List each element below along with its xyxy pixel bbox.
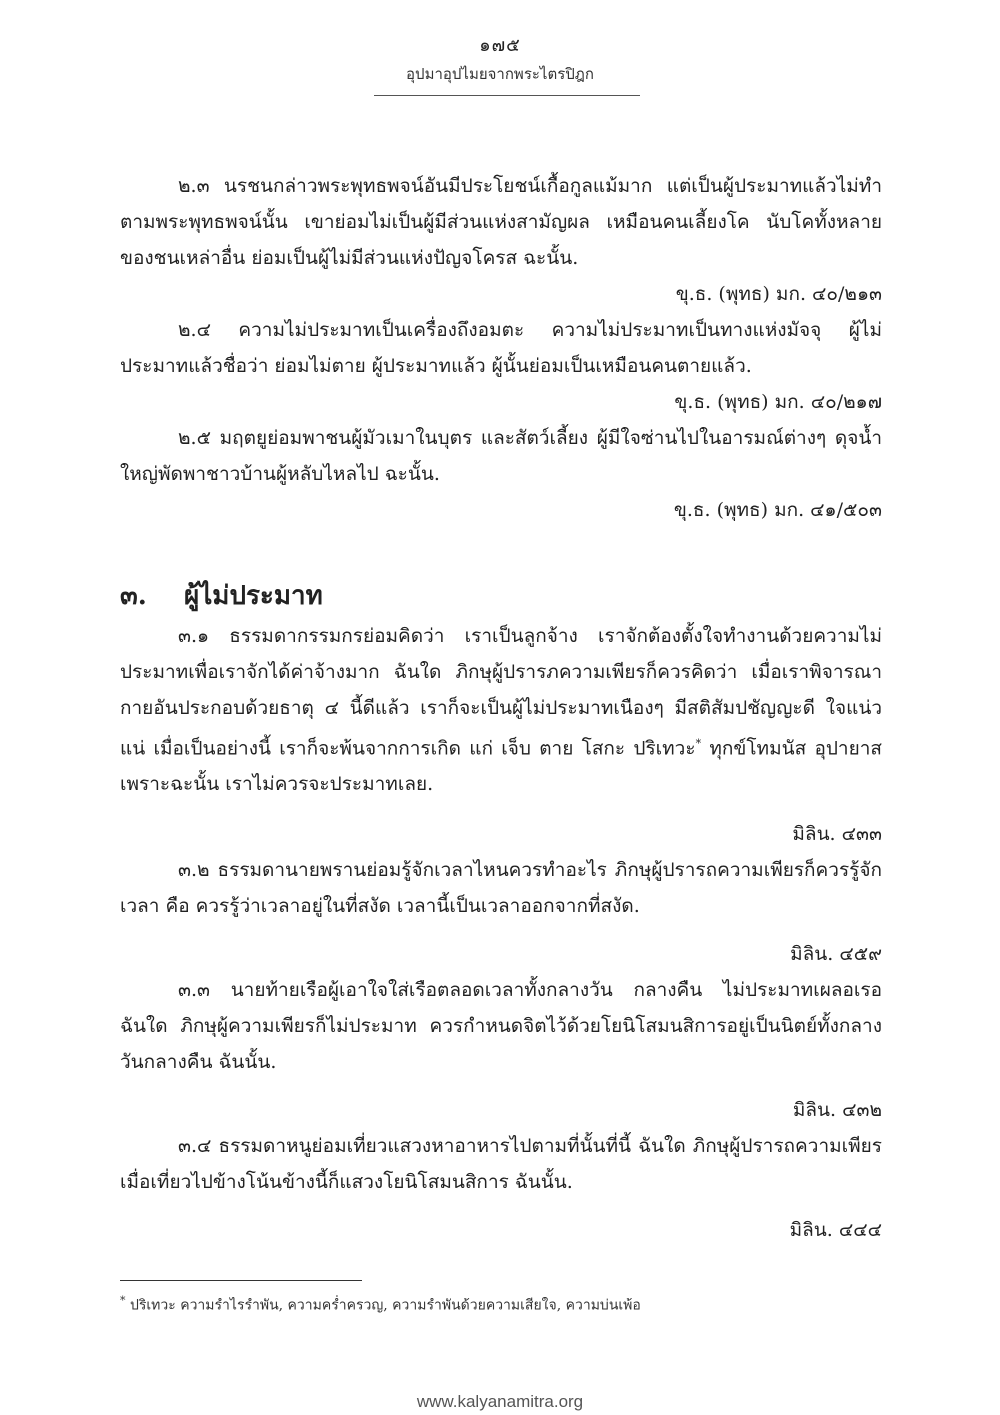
section-heading (120, 574, 882, 618)
paragraph-3-2: ๓.๒ ธรรมดานายพรานย่อมรู้จักเวลาไหนควรทำอะไร ภิกษุผู้ปรารถความเพียรก็ควรรู้จักเวลา คือ ควรรู้ว่าเวลาอยู่ในที่สงัด เวลานี้เป็นเวลาออกจากที่สงัด. (120, 859, 882, 918)
reference-3-4: มิลิน. ๔๔๔ (789, 1219, 882, 1242)
footer-url[interactable]: www.kalyanamitra.org (416, 1392, 584, 1411)
section-title: ผู้ไม่ประมาท (184, 581, 323, 611)
page-number: ๑๗๕ (479, 35, 521, 56)
paragraph-2-3: ๒.๓ นรชนกล่าวพระพุทธพจน์อันมีประโยชน์เกื้อกูลแม้มาก แต่เป็นผู้ประมาทแล้วไม่ทำตามพระพุทธพจน์นั้น เขาย่อมไม่เป็นผู้มีส่วนแห่งสามัญผล เหมือนคนเลี้ยงโค นับโคทั้งหลายของชนเหล่าอื่น ย่อมเป็นผู้ไม่มีส่วนแห่งปัญจโครส ฉะนั้น. (120, 175, 882, 269)
reference-2-5: ขุ.ธ. (พุทธ) มก. ๔๑/๕๐๓ (673, 499, 882, 521)
footnote-mark: * (120, 1294, 126, 1307)
reference-3-2: มิลิน. ๔๕๙ (790, 943, 882, 966)
reference-3-3: มิลิน. ๔๓๒ (792, 1099, 882, 1122)
paragraph-3-3: ๓.๓ นายท้ายเรือผู้เอาใจใส่เรือตลอดเวลาทั้งกลางวัน กลางคืน ไม่ประมาทเผลอเรอ ฉันใด ภิกษุผู้ความเพียรก็ไม่ประมาท ควรกำหนดจิตไว้ด้วยโยนิโสมนสิการอยู่เป็นนิตย์ทั้งกลางวันกลางคืน ฉันนั้น. (120, 979, 882, 1074)
footnote-text: ปริเทวะ ความรำไรรำพัน, ความคร่ำครวญ, ความรำพันด้วยความเสียใจ, ความบ่นเพ้อ (125, 1297, 641, 1314)
paragraph-2-5: ๒.๕ มฤตยูย่อมพาชนผู้มัวเมาในบุตร และสัตว์เลี้ยง ผู้มีใจซ่านไปในอารมณ์ต่างๆ ดุจน้ำใหญ่พัดพาชาวบ้านผู้หลับไหลไป ฉะนั้น. (120, 427, 882, 485)
reference-2-4: ขุ.ธ. (พุทธ) มก. ๔๐/๒๑๗ (674, 391, 882, 413)
footnote-divider (120, 1280, 362, 1281)
section-number: ๓. (120, 581, 147, 611)
page-subtitle: อุปมาอุปไมยจากพระไตรปิฎก (406, 65, 594, 83)
footnote-marker[interactable]: * (695, 737, 702, 750)
footnote (120, 1294, 882, 1317)
main-content (120, 168, 882, 1248)
reference-3-1: มิลิน. ๔๓๓ (792, 823, 882, 846)
paragraph-3-1-text-a: ๓.๑ ธรรมดากรรมกรย่อมคิดว่า เราเป็นลูกจ้าง เราจักต้องตั้งใจทำงานด้วยความไม่ประมาทเพื่อเราจักได้ค่าจ้างมาก ฉันใด ภิกษุผู้ปรารภความเพียรก็ควรคิดว่า เมื่อเราพิจารณากายอันประกอบด้วยธาตุ ๔ นี้ดีแล้ว เราก็จะเป็นผู้ไม่ประมาทเนืองๆ มีสติสัมปชัญญะดี ใจแน่วแน่ เมื่อเป็นอย่างนี้ เราก็จะพ้นจากการเกิด แก่ เจ็บ ตาย โสกะ ปริเทวะ (120, 625, 882, 760)
paragraph-3-1 (120, 618, 882, 802)
reference-2-3: ขุ.ธ. (พุทธ) มก. ๔๐/๒๑๓ (675, 283, 882, 305)
paragraph-3-4: ๓.๔ ธรรมดาหนูย่อมเที่ยวแสวงหาอาหารไปตามที่นั้นที่นี้ ฉันใด ภิกษุผู้ปรารถความเพียร เมื่อเที่ยวไปข้างโน้นข้างนี้ก็แสวงโยนิโสมนสิการ ฉันนั้น. (120, 1135, 882, 1194)
header-divider (374, 95, 640, 96)
paragraph-2-4: ๒.๔ ความไม่ประมาทเป็นเครื่องถึงอมตะ ความไม่ประมาทเป็นทางแห่งมัจจุ ผู้ไม่ประมาทแล้วชื่อว่า ย่อมไม่ตาย ผู้ประมาทแล้ว ผู้นั้นย่อมเป็นเหมือนคนตายแล้ว. (120, 319, 882, 377)
paragraph-3-1-text-b: ทุกข์โทมนัส อุปายาส เพราะฉะนั้น เราไม่ควรจะประมาทเลย. (120, 737, 882, 796)
